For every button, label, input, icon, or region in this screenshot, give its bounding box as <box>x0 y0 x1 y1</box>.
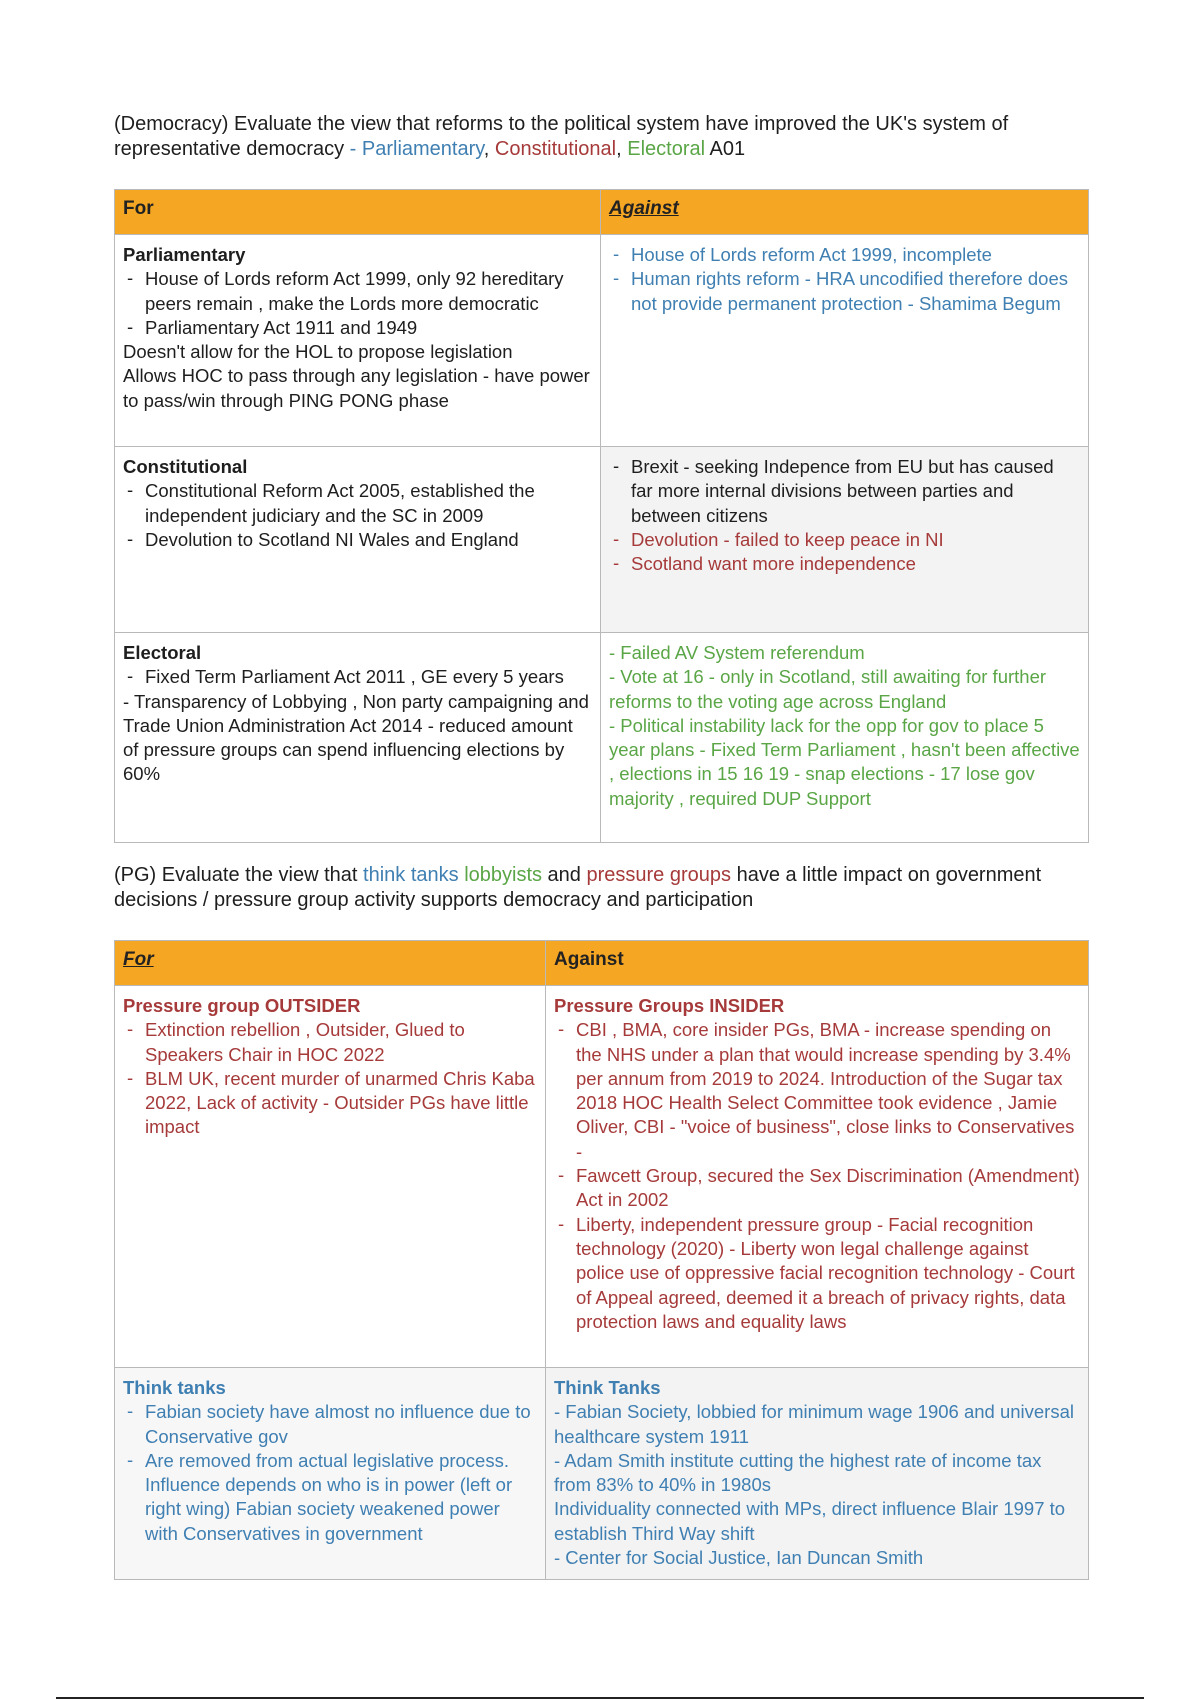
document-page <box>114 112 1090 1580</box>
list-item: - Fabian society have almost no influence due to Conservative gov <box>123 1400 537 1449</box>
list-item: - House of Lords reform Act 1999, incomplete <box>609 243 1080 267</box>
list-item: - Parliamentary Act 1911 and 1949 <box>123 316 592 340</box>
tag-electoral: Electoral <box>627 138 706 160</box>
tag-parliamentary: Parliamentary <box>361 138 484 160</box>
text-line: Allows HOC to pass through any legislation - have power to pass/win through PING PONG phase <box>123 365 590 411</box>
cell-for-parliamentary: Parliamentary - House of Lords reform Act 1999, only 92 hereditary peers remain , make the Lords more democratic - Parliamentary Act 1911 and 1949 Doesn't allow for the HOL to propose legislation Allows HOC to pass through any legislation - have power to pass/win through PING PONG phase <box>115 235 601 447</box>
col-header-against: Against <box>601 190 1089 235</box>
list-item: - Devolution to Scotland NI Wales and England <box>123 528 592 552</box>
list-item: - Human rights reform - HRA uncodified therefore does not provide permanent protection - Shamima Begum <box>609 267 1080 316</box>
text-line: - Transparency of Lobbying , Non party campaigning and Trade Union Administration Act 2014 - reduced amount of pressure groups can spend influencing elections by 60% <box>123 690 589 785</box>
table-header-row <box>115 941 1089 986</box>
text-line: - Adam Smith institute cutting the highest rate of income tax from 83% to 40% in 1980s <box>554 1449 1042 1496</box>
list-item: - Fawcett Group, secured the Sex Discrimination (Amendment) Act in 2002 <box>554 1164 1080 1213</box>
tag-ao: A01 <box>705 138 746 160</box>
cell-against-insider: Pressure Groups INSIDER - CBI , BMA, core insider PGs, BMA - increase spending on the NHS under a plan that would increase spending by 3.4% per annum from 2019 to 2024. Introduction of the Sugar tax 2018 HOC Health Select Committee took evidence , Jamie Oliver, CBI - "voice of business", close links to Conservatives - - Fawcett Group, secured the Sex Discrimination (Amendment) Act in 2002 - Liberty, independent pressure group - Facial recognition technology (2020) - Liberty won legal challenge against police use of oppressive facial recognition technology - Court of Appeal agreed, deemed it a breach of privacy rights, data protection laws and equality laws <box>546 986 1089 1368</box>
list-item: - Constitutional Reform Act 2005, established the independent judiciary and the SC in 2009 <box>123 479 592 528</box>
cell-against-think-tanks: Think Tanks - Fabian Society, lobbied for minimum wage 1906 and universal healthcare system 1911 - Adam Smith institute cutting the highest rate of income tax from 83% to 40% in 1980s Individuality connected with MPs, direct influence Blair 1997 to establish Third Way shift - Center for Social Justice, Ian Duncan Smith <box>546 1368 1089 1580</box>
col-header-against: Against <box>546 941 1089 986</box>
text-line: - Center for Social Justice, Ian Duncan Smith <box>554 1547 924 1569</box>
col-header-for: For <box>115 190 601 235</box>
cell-against-parliamentary <box>601 235 1089 447</box>
col-header-for: For <box>115 941 546 986</box>
list-item: - Scotland want more independence <box>609 552 1080 576</box>
table-pressure-groups <box>114 940 1089 1580</box>
tag-think-tanks: think tanks <box>363 864 459 886</box>
question-2-heading: (PG) Evaluate the view that think tanks lobbyists and pressure groups have a little impact on government decisions / pressure group activity supports democracy and participation <box>114 864 1042 911</box>
text-line: Doesn't allow for the HOL to propose legislation <box>123 341 513 363</box>
list-item: - Liberty, independent pressure group - Facial recognition technology (2020) - Liberty won legal challenge against police use of oppressive facial recognition technology - Court of Appeal agreed, deemed it a breach of privacy rights, data protection laws and equality laws <box>554 1213 1080 1334</box>
table-row-think-tanks <box>115 1368 1089 1580</box>
text-line: - Vote at 16 - only in Scotland, still awaiting for further reforms to the voting age across England <box>609 666 1047 712</box>
list-item: - Extinction rebellion , Outsider, Glued to Speakers Chair in HOC 2022 <box>123 1018 537 1067</box>
table-row-pressure-groups <box>115 986 1089 1368</box>
text-line: - Political instability lack for the opp for gov to place 5 year plans - Fixed Term Parliament , hasn't been affective , elections in 15 16 19 - snap elections - 17 lose gov majority , required DUP Support <box>609 714 1080 809</box>
text-line: - Fabian Society, lobbied for minimum wage 1906 and universal healthcare system 1911 <box>554 1401 1074 1447</box>
list-item: - CBI , BMA, core insider PGs, BMA - increase spending on the NHS under a plan that would increase spending by 3.4% per annum from 2019 to 2024. Introduction of the Sugar tax 2018 HOC Health Select Committee took evidence , Jamie Oliver, CBI - "voice of business", close links to Conservatives - <box>554 1018 1080 1164</box>
cell-for-outsider: Pressure group OUTSIDER - Extinction rebellion , Outsider, Glued to Speakers Chair in HOC 2022 - BLM UK, recent murder of unarmed Chris Kaba 2022, Lack of activity - Outsider PGs have little impact <box>115 986 546 1368</box>
tag-lobbyists: lobbyists <box>464 864 542 886</box>
text-line: - Failed AV System referendum <box>609 642 865 663</box>
list-item: - Are removed from actual legislative process. Influence depends on who is in power (left or right wing) Fabian society weakened power with Conservatives in government <box>123 1449 537 1546</box>
list-item: - House of Lords reform Act 1999, only 92 hereditary peers remain , make the Lords more democratic <box>123 267 592 316</box>
cell-against-constitutional <box>601 447 1089 633</box>
tag-pressure-groups: pressure groups <box>586 864 732 886</box>
table-header-row <box>115 190 1089 235</box>
table-row-parliamentary <box>115 235 1089 447</box>
table-row-constitutional <box>115 447 1089 633</box>
table-row-electoral <box>115 633 1089 843</box>
cell-for-think-tanks: Think tanks - Fabian society have almost no influence due to Conservative gov - Are removed from actual legislative process. Influence depends on who is in power (left or right wing) Fabian society weakened power with Conservatives in government <box>115 1368 546 1580</box>
tag-constitutional: Constitutional <box>494 138 617 160</box>
cell-for-constitutional: Constitutional - Constitutional Reform Act 2005, established the independent judiciary and the SC in 2009 - Devolution to Scotland NI Wales and England <box>115 447 601 633</box>
cell-against-electoral <box>601 633 1089 843</box>
text-line: Individuality connected with MPs, direct influence Blair 1997 to establish Third Way shift <box>554 1498 1066 1544</box>
footer-rule <box>56 1697 1144 1699</box>
list-item: - Devolution - failed to keep peace in NI <box>609 528 1080 552</box>
table-democracy <box>114 189 1089 843</box>
cell-for-electoral: Electoral - Fixed Term Parliament Act 2011 , GE every 5 years - Transparency of Lobbying , Non party campaigning and Trade Union Administration Act 2014 - reduced amount of pressure groups can spend influencing elections by 60% <box>115 633 601 843</box>
list-item: - Brexit - seeking Indepence from EU but has caused far more internal divisions between parties and between citizens <box>609 455 1080 528</box>
list-item: - Fixed Term Parliament Act 2011 , GE every 5 years <box>123 665 592 689</box>
question-1-heading: (Democracy) Evaluate the view that reforms to the political system have improved the UK's system of representative democracy - Parliamentary, Constitutional, Electoral A01 <box>114 113 1009 160</box>
list-item: - BLM UK, recent murder of unarmed Chris Kaba 2022, Lack of activity - Outsider PGs have little impact <box>123 1067 537 1140</box>
